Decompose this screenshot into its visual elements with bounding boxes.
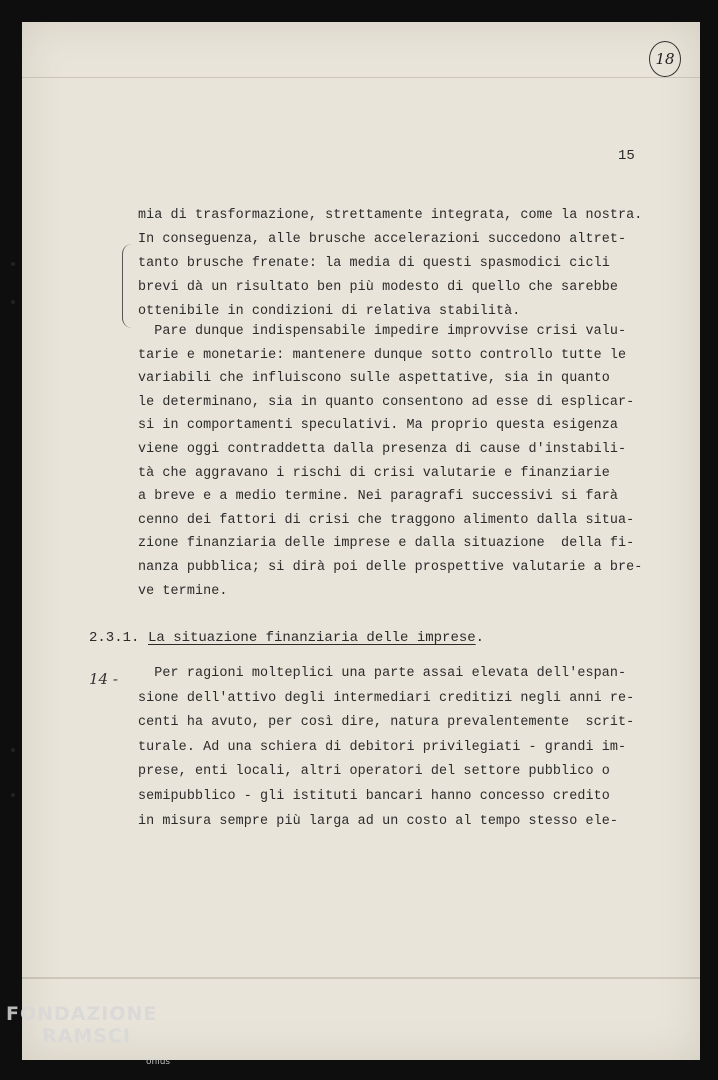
punch-hole [11, 793, 15, 797]
section-heading [148, 630, 484, 646]
paragraph-crisi-valutarie: Pare dunque indispensabile impedire improvvise crisi valu- tarie e monetarie: mantenere dunque sotto controllo tutte le variabili che influiscono sulle aspettative, sia in quanto le determinano, sia in quanto consentono ad esse di esplicar- si in comportamenti speculativi. Ma proprio questa esigenza viene oggi contraddetta dalla presenza di cause d'instabili- tà che aggravano i rischi di crisi valutarie e finanziarie a breve e a medio termine. Nei paragrafi successivi si farà cenno dei fattori di crisi che traggono alimento dalla situa- zione finanziaria delle imprese e dalla situazione della fi- nanza pubblica; si dirà poi delle prospettive valutarie a bre- ve termine. [138, 324, 643, 599]
archive-number: 18 [655, 50, 675, 68]
watermark-suffix: onlus [146, 1057, 171, 1067]
page-number: 15 [618, 148, 635, 164]
watermark-line-1: FONDAZIONE [6, 1003, 158, 1025]
margin-bracket-mark [122, 244, 133, 328]
document-page [22, 22, 700, 1060]
archive-number-stamp [649, 41, 681, 77]
handwritten-margin-note: 14 - [89, 670, 118, 688]
punch-hole [11, 262, 15, 266]
paragraph-continuation: mia di trasformazione, strettamente integrata, come la nostra. In conseguenza, alle brusche accelerazioni succedono altret- tanto brusche frenate: la media di questi spasmodici cicli brevi dà un risultato ben più modesto di quello che sarebbe ottenibile in condizioni di relativa stabilità. [138, 208, 643, 319]
paragraph-situazione-imprese: Per ragioni molteplici una parte assai elevata dell'espan- sione dell'attivo degli intermediari creditizi negli anni re- centi ha avuto, per così dire, natura prevalentemente scrit- turale. Ad una schiera di debitori privilegiati - grandi im- prese, enti locali, altri operatori del settore pubblico o semipubblico - gli istituti bancari hanno concesso credito in misura sempre più larga ad un costo al tempo stesso ele- [138, 666, 635, 829]
section-title-period: . [475, 630, 485, 646]
punch-hole [11, 748, 15, 752]
fold-line-bottom [22, 977, 700, 979]
section-title: La situazione finanziaria delle imprese [148, 630, 476, 646]
fondazione-gramsci-watermark [6, 1003, 171, 1067]
punch-hole [11, 300, 15, 304]
watermark-line-2: RAMSCI [42, 1025, 131, 1047]
section-number: 2.3.1. [89, 630, 140, 646]
fold-line-top [22, 77, 700, 78]
